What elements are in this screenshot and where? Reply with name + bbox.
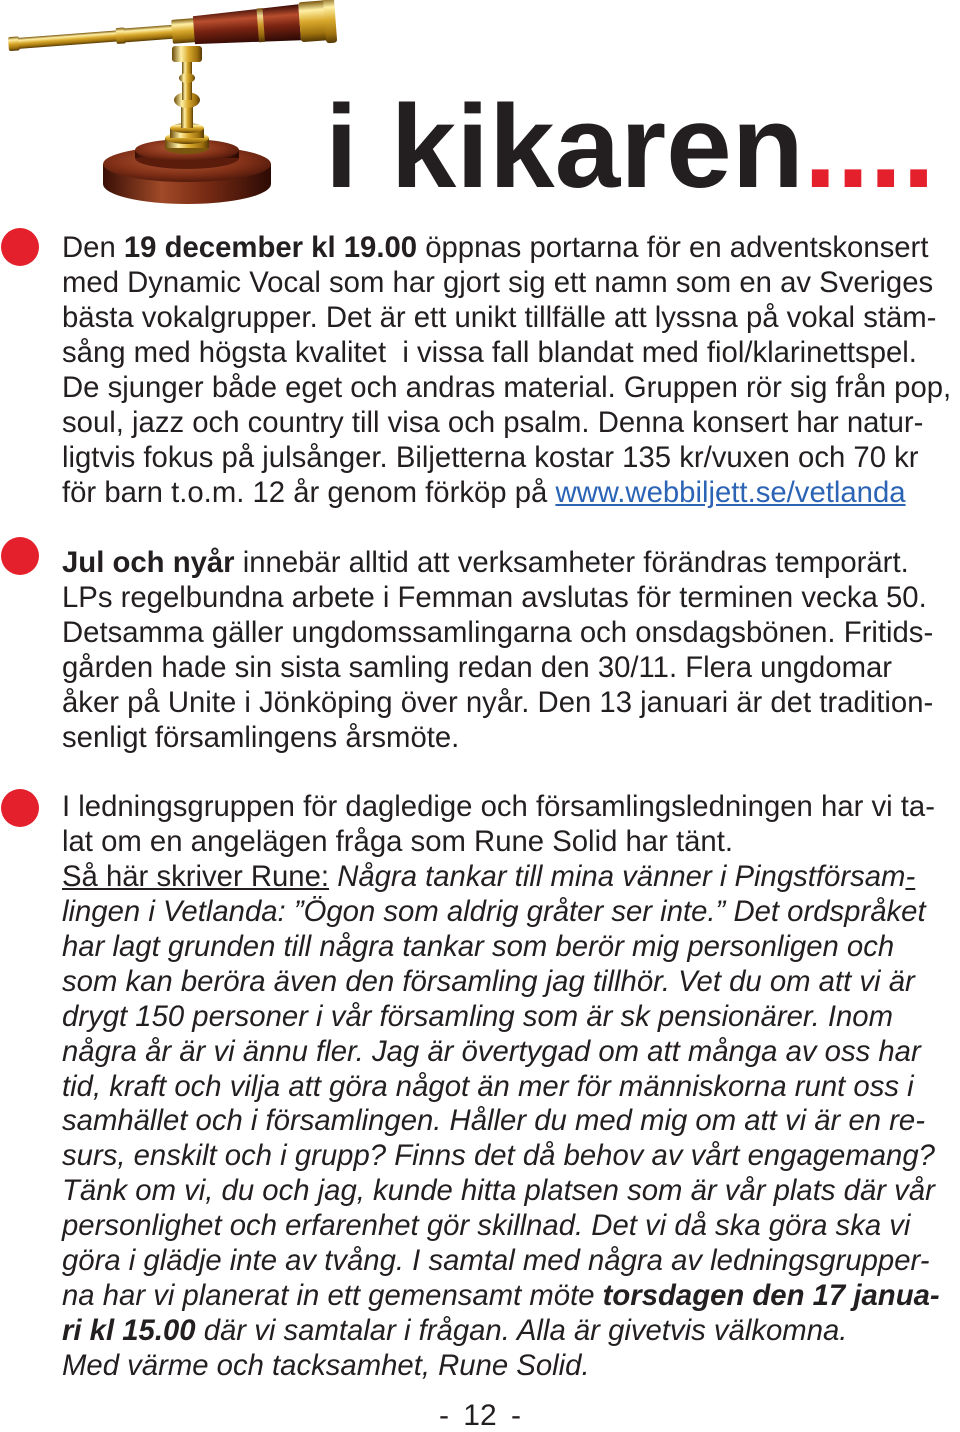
italic-text: - — [905, 859, 916, 893]
text — [329, 860, 337, 893]
text-line — [62, 441, 951, 476]
text-line — [62, 721, 933, 756]
italic-text: surs, enskilt och i grupp? Finns det då behov av vårt engagemang? — [62, 1139, 935, 1173]
italic-text: na har vi planerat in ett gemensamt möte — [62, 1279, 603, 1313]
text-line — [62, 266, 951, 301]
text-line — [62, 895, 940, 930]
italic-text: samhället och i församlingen. Håller du med mig om att vi är en re- — [62, 1104, 925, 1138]
text-line — [62, 825, 940, 860]
text: soul, jazz och country till visa och psalm. Denna konsert har natur- — [62, 405, 924, 439]
text-line — [62, 371, 951, 406]
bullet-icon — [1, 228, 39, 266]
text-line — [62, 790, 940, 825]
text: ligtvis fokus på julsånger. Biljetterna kostar 135 kr/vuxen och 70 kr — [62, 440, 919, 474]
text: gården hade sin sista samling redan den 30/11. Flera ungdomar — [62, 650, 893, 684]
bullet-icon — [1, 537, 39, 575]
text-line — [62, 231, 951, 266]
italic-text: några år är vi ännu fler. Jag är övertygad om att många av oss har — [62, 1034, 921, 1068]
text: I ledningsgruppen för dagledige och församlingsledningen har vi ta- — [62, 790, 935, 823]
text: lat om en angelägen fråga som Rune Solid har tänt. — [62, 824, 733, 858]
text-line — [62, 546, 933, 581]
italic-text: göra i glädje inte av tvång. I samtal med några av ledningsgrupper- — [62, 1244, 930, 1278]
text: LPs regelbundna arbete i Femman avslutas för terminen vecka 50. — [62, 580, 927, 614]
text-line — [62, 1174, 940, 1209]
text-line — [62, 930, 940, 965]
text: för barn t.o.m. 12 år genom förköp på — [62, 475, 556, 509]
italic-text: Tänk om vi, du och jag, kunde hitta platsen som är vår plats där vår — [62, 1174, 935, 1208]
text-line — [62, 1070, 940, 1105]
italic-text: som kan beröra även den församling jag tillhör. Vet du om att vi är — [62, 964, 915, 998]
italic-text: har lagt grunden till några tankar som berör mig personligen och — [62, 929, 895, 963]
text: senligt församlingens årsmöte. — [62, 720, 460, 754]
text-line — [62, 581, 933, 616]
text-line — [62, 651, 933, 686]
text-line — [62, 1139, 940, 1174]
bold-italic-text: ri kl 15.00 — [62, 1314, 196, 1348]
text-line — [62, 616, 933, 651]
italic-text: personlighet och erfarenhet gör skillnad. Det vi då ska göra ska vi — [62, 1209, 911, 1243]
telescope-stand — [165, 46, 209, 154]
signature-text: Med värme och tacksamhet, Rune Solid. — [62, 1349, 590, 1382]
italic-text: drygt 150 personer i vår församling som är sk pensionärer. Inom — [62, 999, 893, 1033]
text: med Dynamic Vocal som har gjort sig ett namn som en av Sveriges — [62, 265, 934, 299]
page-title-text: i kikaren — [325, 81, 804, 213]
text-line — [62, 1035, 940, 1070]
text: De sjunger både eget och andras material. Gruppen rör sig från pop, — [62, 370, 952, 404]
text-line — [62, 860, 940, 895]
italic-text: lingen i Vetlanda: ”Ögon som aldrig gråter ser inte.” Det ordspråket — [62, 894, 926, 928]
italic-text: Några tankar till mina vänner i Pingstförsam — [337, 859, 906, 893]
telescope-tube — [7, 0, 338, 67]
text-line — [62, 1314, 940, 1349]
paragraph-leadership — [62, 790, 940, 1384]
text-line — [62, 1000, 940, 1035]
text-line — [62, 965, 940, 1000]
paragraph-holidays — [62, 546, 933, 756]
italic-text: tid, kraft och vilja att göra något än mer för människorna runt oss i — [62, 1069, 914, 1103]
text-line — [62, 336, 951, 371]
text: öppnas portarna för en adventskonsert — [417, 231, 929, 264]
text-line — [62, 686, 933, 721]
bold-text: 19 december kl 19.00 — [123, 231, 418, 264]
bullet-icon — [1, 789, 39, 827]
text-line — [62, 1209, 940, 1244]
text: sång med högsta kvalitet i vissa fall blandat med fiol/klarinettspel. — [62, 335, 917, 369]
text-line — [62, 301, 951, 336]
page-number: - 12 - — [438, 1399, 522, 1432]
text-line — [62, 1279, 940, 1314]
paragraph-concert — [62, 231, 951, 511]
text: åker på Unite i Jönköping över nyår. Den 13 januari är det tradition- — [62, 685, 934, 719]
text-line — [62, 406, 951, 441]
text: innebär alltid att verksamheter förändras temporärt. — [234, 546, 909, 579]
page-title — [325, 81, 935, 213]
text-line — [62, 1349, 940, 1384]
webbiljett-link[interactable]: www.webbiljett.se/vetlanda — [555, 475, 906, 509]
italic-text: där vi samtalar i frågan. Alla är givetvis välkomna. — [195, 1314, 848, 1348]
text: bästa vokalgrupper. Det är ett unikt tillfälle att lyssna på vokal stäm- — [62, 300, 937, 334]
page-title-dots: .... — [803, 81, 935, 213]
telescope-icon — [0, 0, 345, 210]
bold-text: Jul och nyår — [62, 546, 235, 579]
text-line — [62, 476, 951, 511]
underlined-text: Så här skriver Rune: — [62, 859, 330, 893]
text: Detsamma gäller ungdomssamlingarna och onsdagsbönen. Fritids- — [62, 615, 934, 649]
bold-italic-text: torsdagen den 17 janua- — [602, 1279, 940, 1313]
text-line — [62, 1104, 940, 1139]
text-line — [62, 1244, 940, 1279]
text: Den — [62, 231, 124, 264]
